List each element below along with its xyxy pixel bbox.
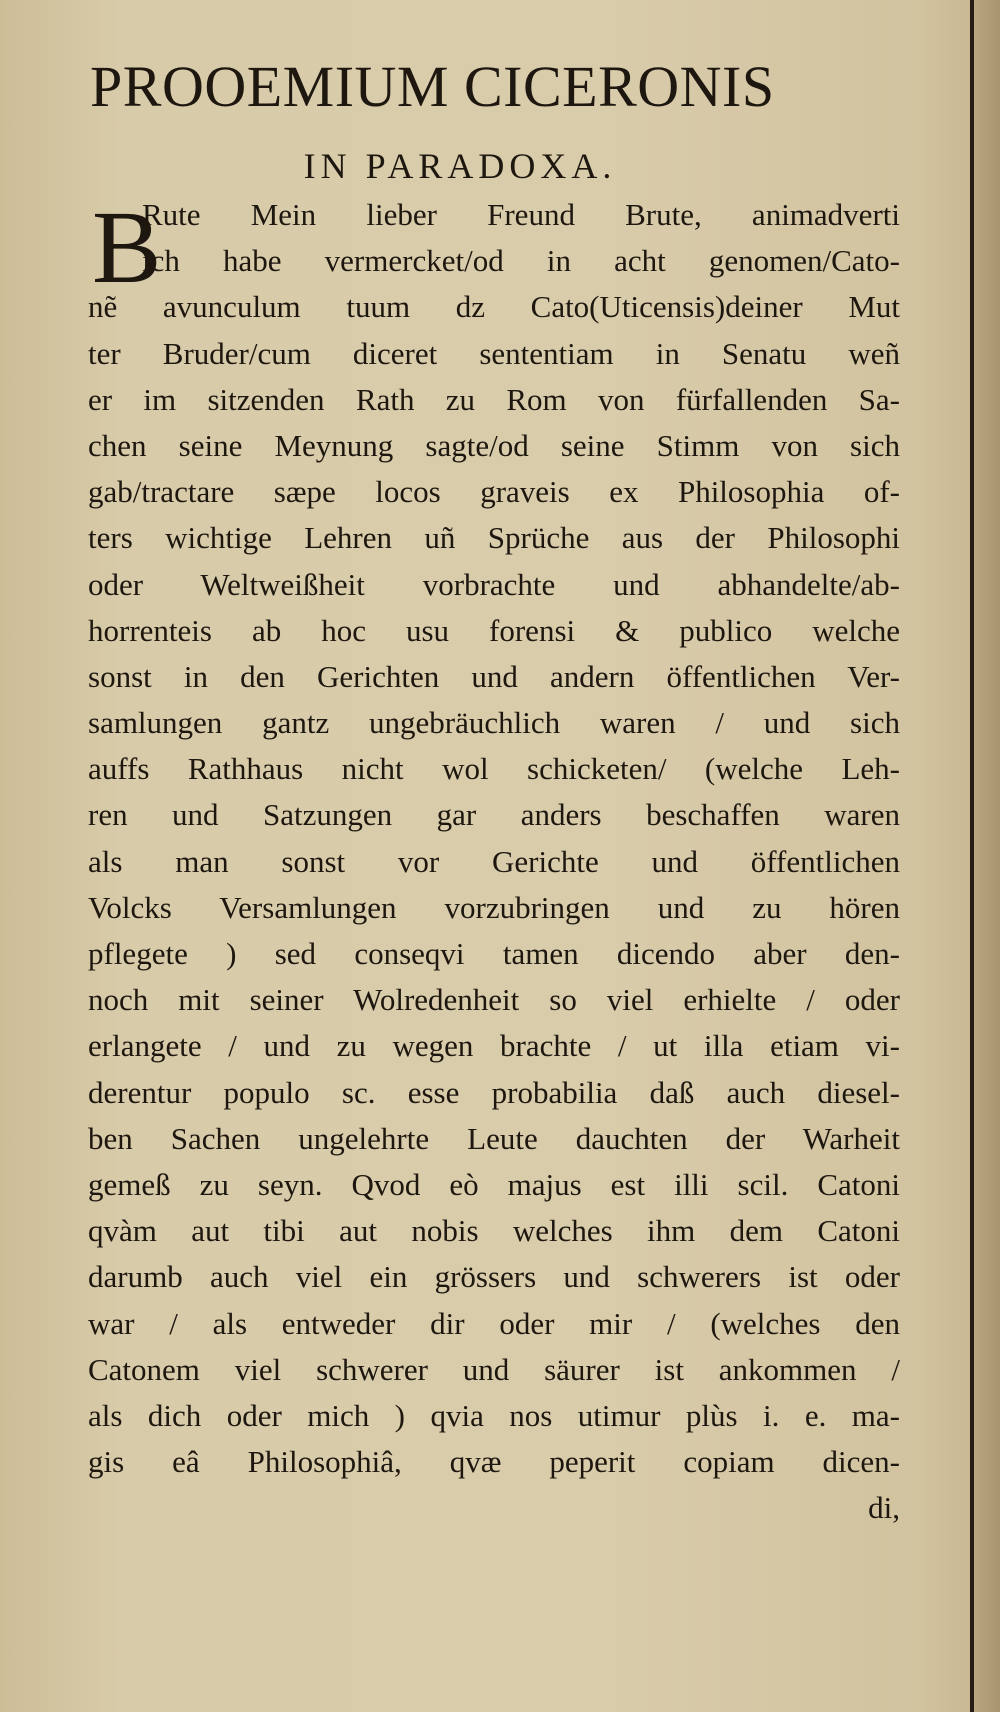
text-line: Rute Mein lieber Freund Brute, animadverti [142,197,900,232]
text-line: erlangete / und zu wegen brachte / ut illa etiam vi- [88,1028,900,1064]
text-line: sonst in den Gerichten und andern öffentlichen Ver- [88,658,900,694]
text-line: auffs Rathhaus nicht wol schicketen/ (welche Leh- [88,751,900,787]
text-line: gemeß zu seyn. Qvod eò majus est illi scil. Catoni [88,1166,900,1202]
text-line: noch mit seiner Wolredenheit so viel erhielte / oder [88,982,900,1018]
text-line: Volcks Versamlungen vorzubringen und zu hören [88,889,900,925]
page-title: PROOEMIUM CICERONIS [90,54,775,119]
text-line: di, [868,1490,900,1526]
text-line: war / als entweder dir oder mir / (welches den [88,1305,900,1341]
text-line: ren und Satzungen gar anders beschaffen waren [88,797,900,833]
text-line: ters wichtige Lehren uñ Sprüche aus der Philosophi [88,520,900,556]
text-line: samlungen gantz ungebräuchlich waren / und sich [88,705,900,741]
text-line: er im sitzenden Rath zu Rom von fürfallenden Sa- [88,381,900,417]
text-line: oder Weltweißheit vorbrachte und abhandelte/ab- [88,566,900,602]
text-line: ben Sachen ungelehrte Leute dauchten der Warheit [88,1120,900,1156]
text-line: ter Bruder/cum diceret sententiam in Senatu weñ [88,335,900,371]
body-text [88,192,900,1531]
text-line: ich habe vermercket/od in acht genomen/Cato- [142,243,900,279]
drop-capital: B [92,190,162,305]
page-subtitle: IN PARADOXA. [303,146,617,186]
text-line: gab/tractare sæpe locos graveis ex Philosophia of- [88,474,900,510]
text-line: darumb auch viel ein grössers und schwerers ist oder [88,1259,900,1295]
text-line: gis eâ Philosophiâ, qvæ peperit copiam dicen- [88,1444,900,1480]
text-line: derentur populo sc. esse probabilia daß auch diesel- [88,1074,900,1110]
text-line: nẽ avunculum tuum dz Cato(Uticensis)deiner Mut [88,289,900,325]
text-line: Catonem viel schwerer und säurer ist ankommen / [88,1351,900,1387]
text-line: pflegete ) sed conseqvi tamen dicendo aber den- [88,936,900,971]
text-line: als dich oder mich ) qvia nos utimur plùs i. e. ma- [88,1397,900,1433]
text-line: als man sonst vor Gerichte und öffentlichen [88,843,900,879]
text-line: chen seine Meynung sagte/od seine Stimm von sich [88,427,900,463]
text-line: horrenteis ab hoc usu forensi & publico welche [88,612,900,648]
text-line: qvàm aut tibi aut nobis welches ihm dem Catoni [88,1213,900,1249]
page-edge-shadow [974,0,1000,1712]
